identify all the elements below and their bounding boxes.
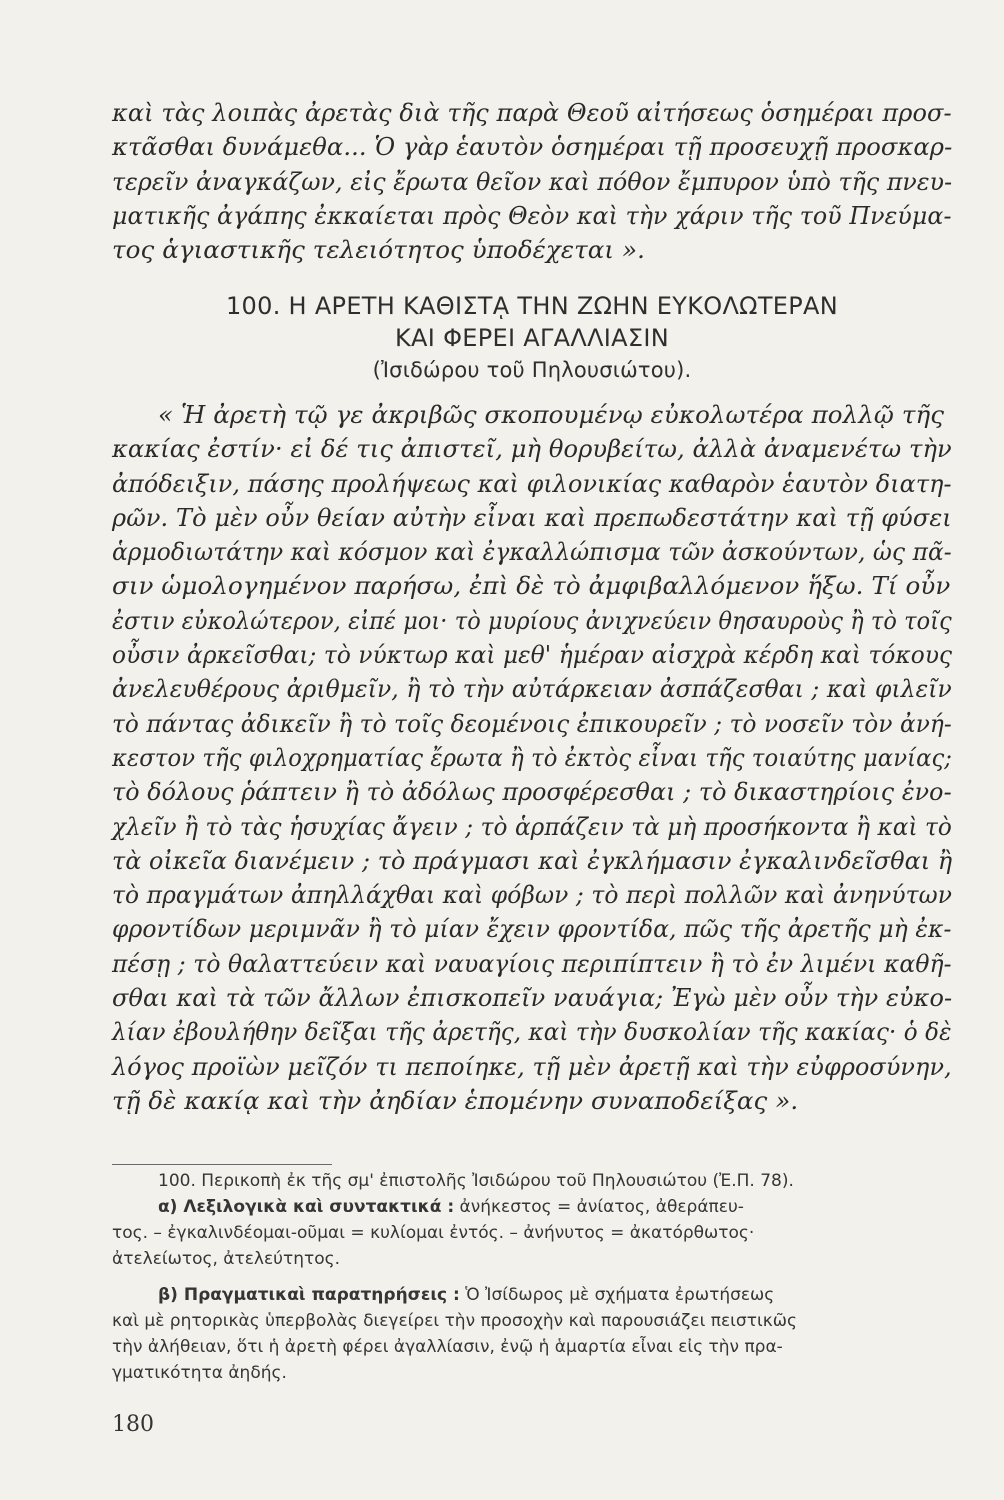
text-line: ἁρμοδιωτάτην καὶ κόσμον καὶ ἐγκαλλώπισμα τῶν ἀσκούντων, ὡς πᾶ-: [112, 537, 952, 567]
text-line: « Ἡ ἀρετὴ τῷ γε ἀκριβῶς σκοπουμένῳ εὐκολωτέρα πολλῷ τῆς: [158, 400, 945, 429]
footnote-b-line: τὴν ἀλήθειαν, ὅτι ἡ ἀρετὴ φέρει ἀγαλλίασιν, ἐνῷ ἡ ἁμαρτία εἶναι εἰς τὴν πρα-: [112, 1337, 783, 1357]
heading-source: (Ἰσιδώρου τοῦ Πηλουσιώτου).: [372, 358, 692, 382]
text-line: οὖσιν ἀρκεῖσθαι; τὸ νύκτωρ καὶ μεθ' ἡμέραν αἰσχρὰ κέρδη καὶ τόκους: [112, 640, 953, 670]
footnote-a-line: ἀτελείωτος, ἀτελεύτητος.: [112, 1249, 341, 1269]
footnote-b-line: [112, 1282, 958, 1308]
main-text: [112, 398, 952, 1118]
text-line: σθαι καὶ τὰ τῶν ἄλλων ἐπισκοπεῖν ναυάγια; Ἐγὼ μὲν οὖν τὴν εὐκο-: [112, 983, 953, 1013]
text-line: ρῶν. Τὸ μὲν οὖν θείαν αὐτὴν εἶναι καὶ πρεπωδεστάτην καὶ τῇ φύσει: [112, 502, 952, 532]
footnote-a-label: α) Λεξιλογικὰ καὶ συντακτικά :: [158, 1197, 455, 1217]
text-line: τὸ πραγμάτων ἀπηλλάχθαι καὶ φόβων ; τὸ περὶ πολλῶν καὶ ἀνηνύτων: [112, 880, 953, 910]
page-number: 180: [112, 1412, 154, 1437]
text-line: τὸ πάντας ἀδικεῖν ἢ τὸ τοῖς δεομένοις ἐπικουρεῖν ; τὸ νοσεῖν τὸν ἀνή-: [112, 708, 952, 738]
text-line: κεστον τῆς φιλοχρηματίας ἔρωτα ἢ τὸ ἐκτὸς εἶναι τῆς τοιαύτης μανίας;: [112, 742, 953, 772]
text-line: τος ἁγιαστικῆς τελειότητος ὑποδέχεται ».: [112, 235, 645, 265]
footnote-a-text: ἀνήκεστος = ἀνίατος, ἀθεράπευ-: [459, 1197, 744, 1217]
heading-line-1: 100. Η ΑΡΕΤΗ ΚΑΘΙΣΤᾼ ΤΗΝ ΖΩΗΝ ΕΥΚΟΛΩΤΕΡΑΝ: [225, 292, 838, 320]
footnote-source: 100. Περικοπὴ ἐκ τῆς σμ' ἐπιστολῆς Ἰσιδώρου τοῦ Πηλουσιώτου (Ἐ.Π. 78).: [158, 1171, 794, 1191]
text-line: ἐστιν εὐκολώτερον, εἰπέ μοι· τὸ μυρίους ἀνιχνεύειν θησαυροὺς ἢ τὸ τοῖς: [112, 605, 952, 635]
text-line: χλεῖν ἢ τὸ τὰς ἡσυχίας ἄγειν ; τὸ ἁρπάζειν τὰ μὴ προσήκοντα ἢ καὶ τὸ: [112, 811, 952, 841]
text-line: τὸ δόλους ῥάπτειν ἢ τὸ ἀδόλως προσφέρεσθαι ; τὸ δικαστηρίοις ἐνο-: [112, 777, 952, 807]
footnote-a-line: [112, 1194, 958, 1220]
text-line: τερεῖν ἀναγκάζων, εἰς ἔρωτα θεῖον καὶ πόθον ἔμπυρον ὑπὸ τῆς πνευ-: [112, 166, 953, 196]
footnote-divider: [112, 1164, 332, 1165]
footnote-b-line: καὶ μὲ ρητορικὰς ὑπερβολὰς διεγείρει τὴν προσοχὴν καὶ παρουσιάζει πειστικῶς: [112, 1311, 797, 1331]
text-line: ἀνελευθέρους ἀριθμεῖν, ἢ τὸ τὴν αὐτάρκειαν ἀσπάζεσθαι ; καὶ φιλεῖν: [112, 674, 952, 704]
footnote-b-line: γματικότητα ἀηδής.: [112, 1363, 287, 1383]
spacer: [112, 1272, 958, 1282]
footnote-a-line: τος. – ἐγκαλινδέομαι-οῦμαι = κυλίομαι ἐντός. – ἀνήνυτος = ἀκατόρθωτος·: [112, 1223, 755, 1243]
footnote-b-label: β) Πραγματικαὶ παρατηρήσεις :: [158, 1285, 460, 1305]
section-heading: [112, 290, 952, 386]
intro-paragraph: [112, 96, 952, 267]
text-line: πέσῃ ; τὸ θαλαττεύειν καὶ ναυαγίοις περιπίπτειν ἢ τὸ ἐν λιμένι καθῆ-: [112, 948, 952, 978]
text-line: λίαν ἐβουλήθην δεῖξαι τῆς ἀρετῆς, καὶ τὴν δυσκολίαν τῆς κακίας· ὁ δὲ: [112, 1017, 952, 1047]
heading-line-2: ΚΑΙ ΦΕΡΕΙ ΑΓΑΛΛΙΑΣΙΝ: [395, 324, 669, 352]
footnotes: [112, 1168, 958, 1386]
text-line: ἀπόδειξιν, πάσης προλήψεως καὶ φιλονικίας καθαρὸν ἑαυτὸν διατη-: [112, 468, 952, 498]
text-line: κακίας ἐστίν· εἰ δέ τις ἀπιστεῖ, μὴ θορυβείτω, ἀλλὰ ἀναμενέτω τὴν: [112, 434, 952, 464]
text-line: λόγος προϊὼν μεῖζόν τι πεποίηκε, τῇ μὲν ἀρετῇ καὶ τὴν εὐφροσύνην,: [112, 1051, 952, 1081]
text-line: φροντίδων μεριμνᾶν ἢ τὸ μίαν ἔχειν φροντίδα, πῶς τῆς ἀρετῆς μὴ ἐκ-: [112, 914, 952, 944]
text-line: τὰ οἰκεῖα διανέμειν ; τὸ πράγμασι καὶ ἐγκλήμασιν ἐγκαλινδεῖσθαι ἢ: [112, 845, 953, 875]
text-line: σιν ὡμολογημένον παρήσω, ἐπὶ δὲ τὸ ἀμφιβαλλόμενον ἥξω. Τί οὖν: [112, 571, 951, 601]
footnote-b-text: Ὁ Ἰσίδωρος μὲ σχήματα ἐρωτήσεως: [465, 1285, 775, 1305]
text-line: τῇ δὲ κακίᾳ καὶ τὴν ἀηδίαν ἑπομένην συναποδείξας ».: [112, 1085, 799, 1115]
text-line: καὶ τὰς λοιπὰς ἀρετὰς διὰ τῆς παρὰ Θεοῦ αἰτήσεως ὁσημέραι προσ-: [112, 98, 952, 127]
text-line: ματικῆς ἀγάπης ἐκκαίεται πρὸς Θεὸν καὶ τὴν χάριν τῆς τοῦ Πνεύμα-: [112, 200, 952, 230]
text-line: κτᾶσθαι δυνάμεθα... Ὁ γὰρ ἑαυτὸν ὁσημέραι τῇ προσευχῇ προσκαρ-: [112, 132, 953, 162]
